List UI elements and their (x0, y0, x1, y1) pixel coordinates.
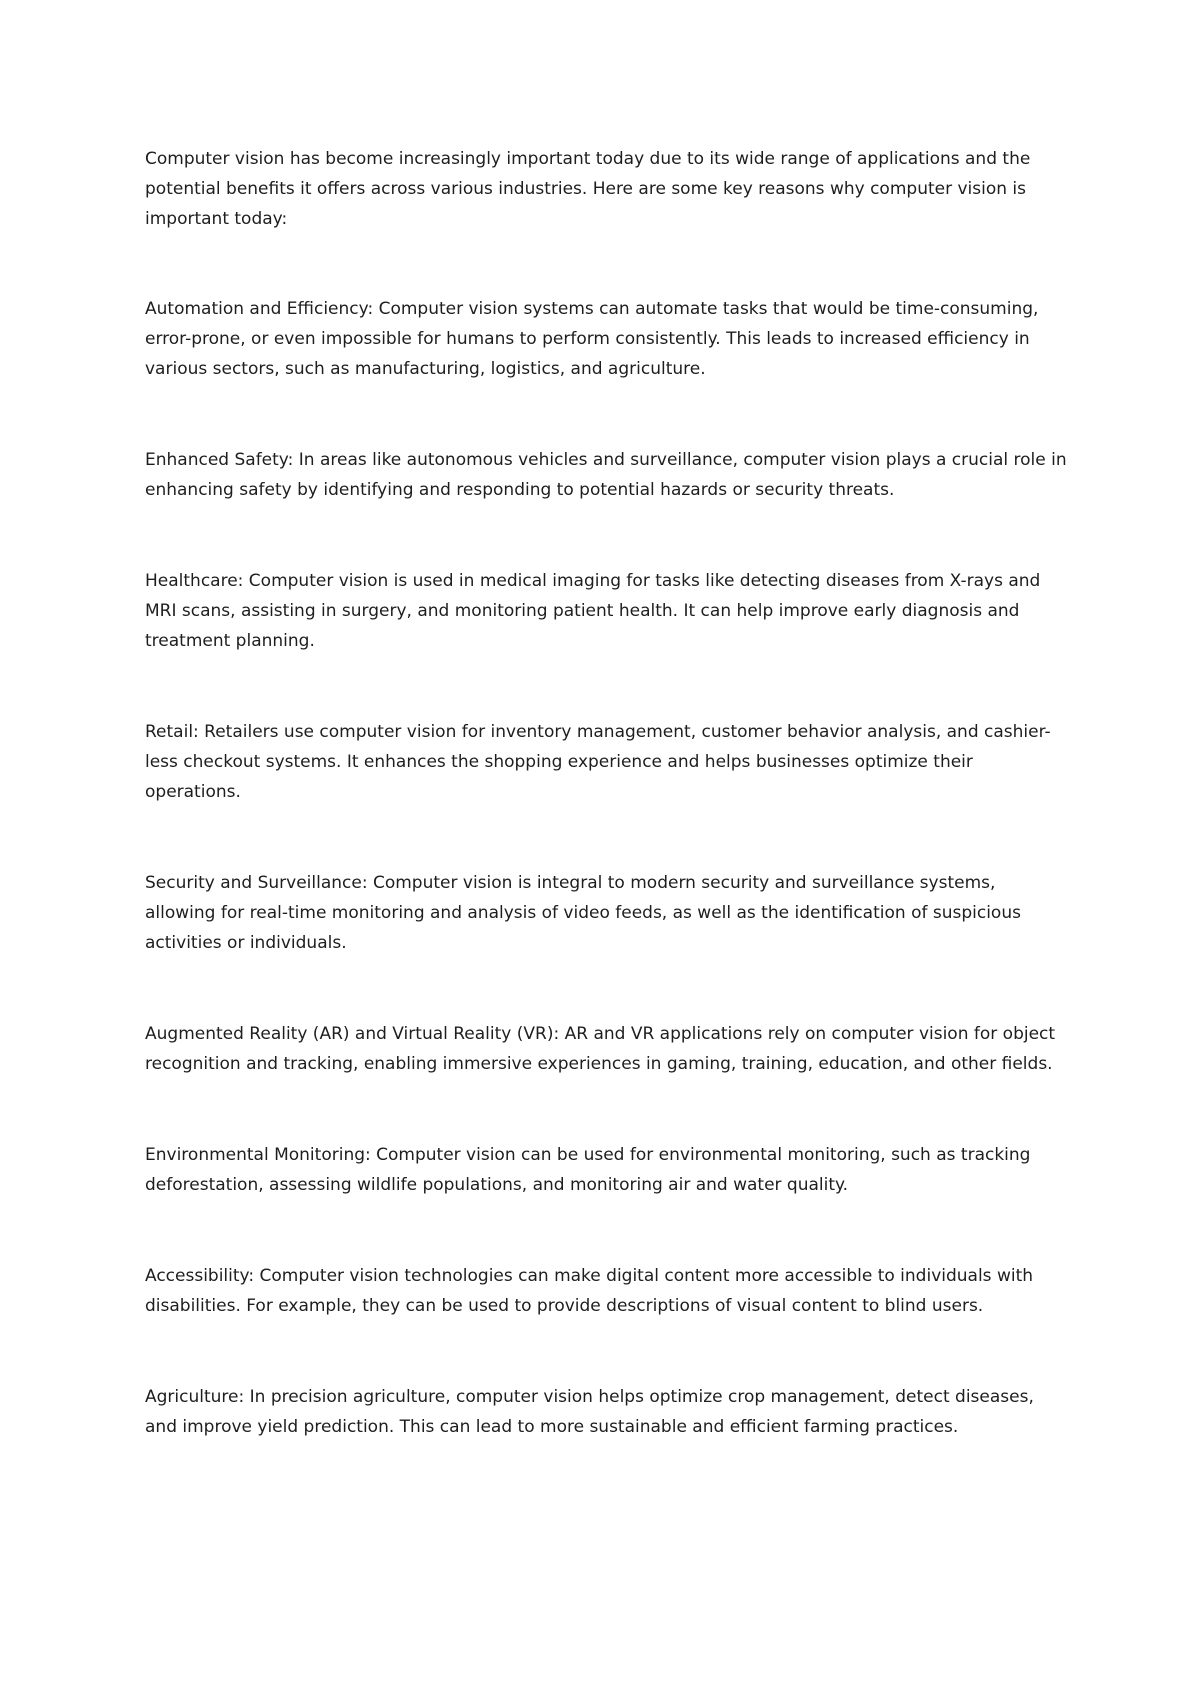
paragraph-automation: Automation and Efficiency: Computer vision systems can automate tasks that would be time-consuming, error-prone, or even impossible for humans to perform consistently. This leads to increased efficiency in various sectors, such as manufacturing, logistics, and agriculture. (145, 299, 1039, 379)
intro-paragraph: Computer vision has become increasingly important today due to its wide range of applications and the potential benefits it offers across various industries. Here are some key reasons why computer vision is important today: (145, 149, 1031, 229)
paragraph-ar-vr: Augmented Reality (AR) and Virtual Reality (VR): AR and VR applications rely on computer vision for object recognition and tracking, enabling immersive experiences in gaming, training, education, and other fields. (145, 1024, 1056, 1074)
paragraph-healthcare: Healthcare: Computer vision is used in medical imaging for tasks like detecting diseases from X-rays and MRI scans, assisting in surgery, and monitoring patient health. It can help improve early diagnosis and treatment planning. (145, 571, 1041, 651)
paragraph-safety: Enhanced Safety: In areas like autonomous vehicles and surveillance, computer vision plays a crucial role in enhancing safety by identifying and responding to potential hazards or security threats. (145, 450, 1067, 500)
paragraph-retail: Retail: Retailers use computer vision for inventory management, customer behavior analysis, and cashier-less checkout systems. It enhances the shopping experience and helps businesses optimize their operations. (145, 722, 1051, 802)
paragraph-environmental: Environmental Monitoring: Computer vision can be used for environmental monitoring, such as tracking deforestation, assessing wildlife populations, and monitoring air and water quality. (145, 1145, 1031, 1195)
paragraph-accessibility: Accessibility: Computer vision technologies can make digital content more accessible to individuals with disabilities. For example, they can be used to provide descriptions of visual content to blind users. (145, 1266, 1034, 1316)
document-body (145, 144, 1070, 1442)
paragraph-security: Security and Surveillance: Computer vision is integral to modern security and surveillance systems, allowing for real-time monitoring and analysis of video feeds, as well as the identification of suspicious activities or individuals. (145, 873, 1021, 953)
paragraph-agriculture: Agriculture: In precision agriculture, computer vision helps optimize crop management, detect diseases, and improve yield prediction. This can lead to more sustainable and efficient farming practices. (145, 1387, 1034, 1437)
